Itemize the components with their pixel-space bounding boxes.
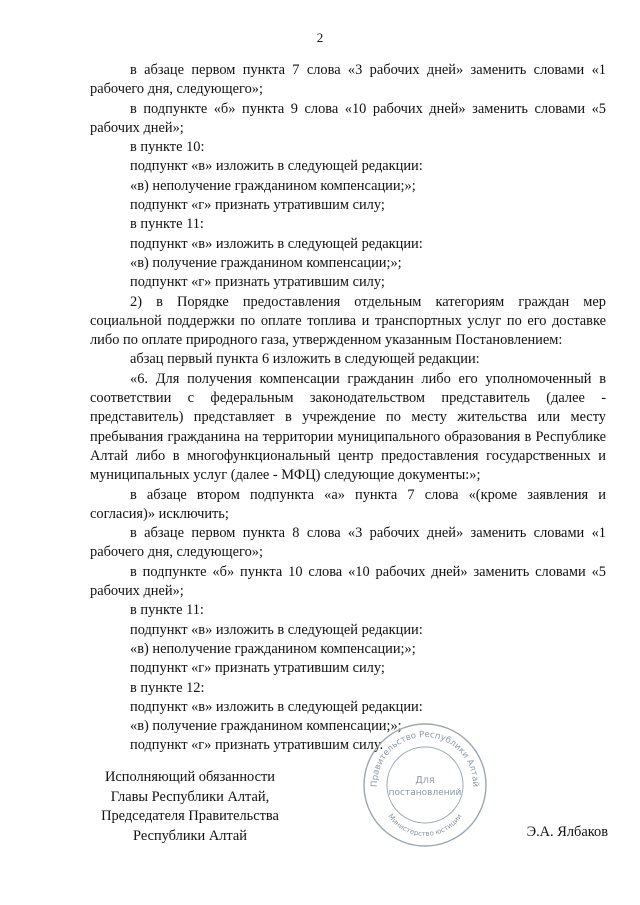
- signatory-title-line: Главы Республики Алтай,: [110, 788, 270, 805]
- paragraph: в подпункте «б» пункта 9 слова «10 рабочих дней» заменить словами «5 рабочих дней»;: [90, 100, 606, 136]
- paragraph: подпункт «г» признать утратившим силу;: [130, 274, 385, 291]
- paragraph: в абзаце первом пункта 7 слова «3 рабочих дней» заменить словами «1 рабочего дня, следующего»;: [90, 62, 606, 98]
- paragraph: «в) получение гражданином компенсации;»;: [130, 254, 402, 271]
- paragraph: подпункт «г» признать утратившим силу;: [130, 197, 385, 214]
- paragraph: «6. Для получения компенсации гражданин либо его уполномоченный в соответствии с федеральным законодательством представитель (далее - представитель) представляет в учреждение по месту жительства или месту пребывания гражданина на территории муниципального образования в Республике Алтай либо в многофункциональный центр предоставления государственных и муниципальных услуг (далее - МФЦ) следующие документы:»;: [90, 370, 606, 484]
- paragraph: подпункт «г» признать утратившим силу;: [130, 660, 385, 677]
- paragraph: подпункт «г» признать утратившим силу.: [130, 737, 384, 754]
- paragraph: в пункте 11:: [130, 216, 204, 233]
- paragraph: в подпункте «б» пункта 10 слова «10 рабочих дней» заменить словами «5 рабочих дней»;: [90, 563, 606, 600]
- signatory-title-line: Республики Алтай: [133, 827, 247, 844]
- official-stamp: [360, 720, 490, 850]
- paragraph: «в) неполучение гражданином компенсации;»;: [130, 177, 416, 194]
- paragraph: абзац первый пункта 6 изложить в следующей редакции:: [130, 351, 480, 368]
- stamp-bottom-text: Министерство юстиции: [386, 812, 464, 839]
- document-body: [90, 61, 606, 756]
- paragraph: в пункте 10:: [130, 139, 205, 156]
- paragraph: подпункт «в» изложить в следующей редакции:: [130, 698, 423, 715]
- signatory-title: [70, 768, 310, 846]
- paragraph: подпункт «в» изложить в следующей редакции:: [130, 235, 423, 252]
- paragraph: в пункте 11:: [130, 602, 204, 619]
- paragraph: «в) получение гражданином компенсации;»;: [130, 718, 402, 735]
- page-number: 2: [316, 30, 324, 45]
- paragraph: «в) неполучение гражданином компенсации;»;: [130, 640, 416, 657]
- stamp-ring-text: Правительство Республики Алтай: [369, 729, 481, 788]
- signatory-title-line: Исполняющий обязанности: [104, 769, 275, 785]
- stamp-center-line1: Для: [415, 775, 435, 786]
- paragraph: в абзаце втором подпункта «а» пункта 7 слова «(кроме заявления и согласия)» исключить;: [90, 486, 606, 522]
- paragraph: в абзаце первом пункта 8 слова «3 рабочих дней» заменить словами «1 рабочего дня, следующего»;: [90, 525, 606, 561]
- paragraph: в пункте 12:: [130, 679, 205, 696]
- signatory-name: Э.А. Ялбаков: [526, 824, 608, 840]
- paragraph: подпункт «в» изложить в следующей редакции:: [130, 621, 423, 638]
- paragraph: 2) в Порядке предоставления отдельным категориям граждан мер социальной поддержки по оплате топлива и транспортных услуг по его доставке либо по оплате природного газа, утвержденном указанным Постановлением:: [90, 293, 606, 349]
- stamp-center-line2: постановлений: [388, 788, 462, 798]
- paragraph: подпункт «в» изложить в следующей редакции:: [130, 158, 423, 175]
- signatory-title-line: Председателя Правительства: [101, 808, 279, 825]
